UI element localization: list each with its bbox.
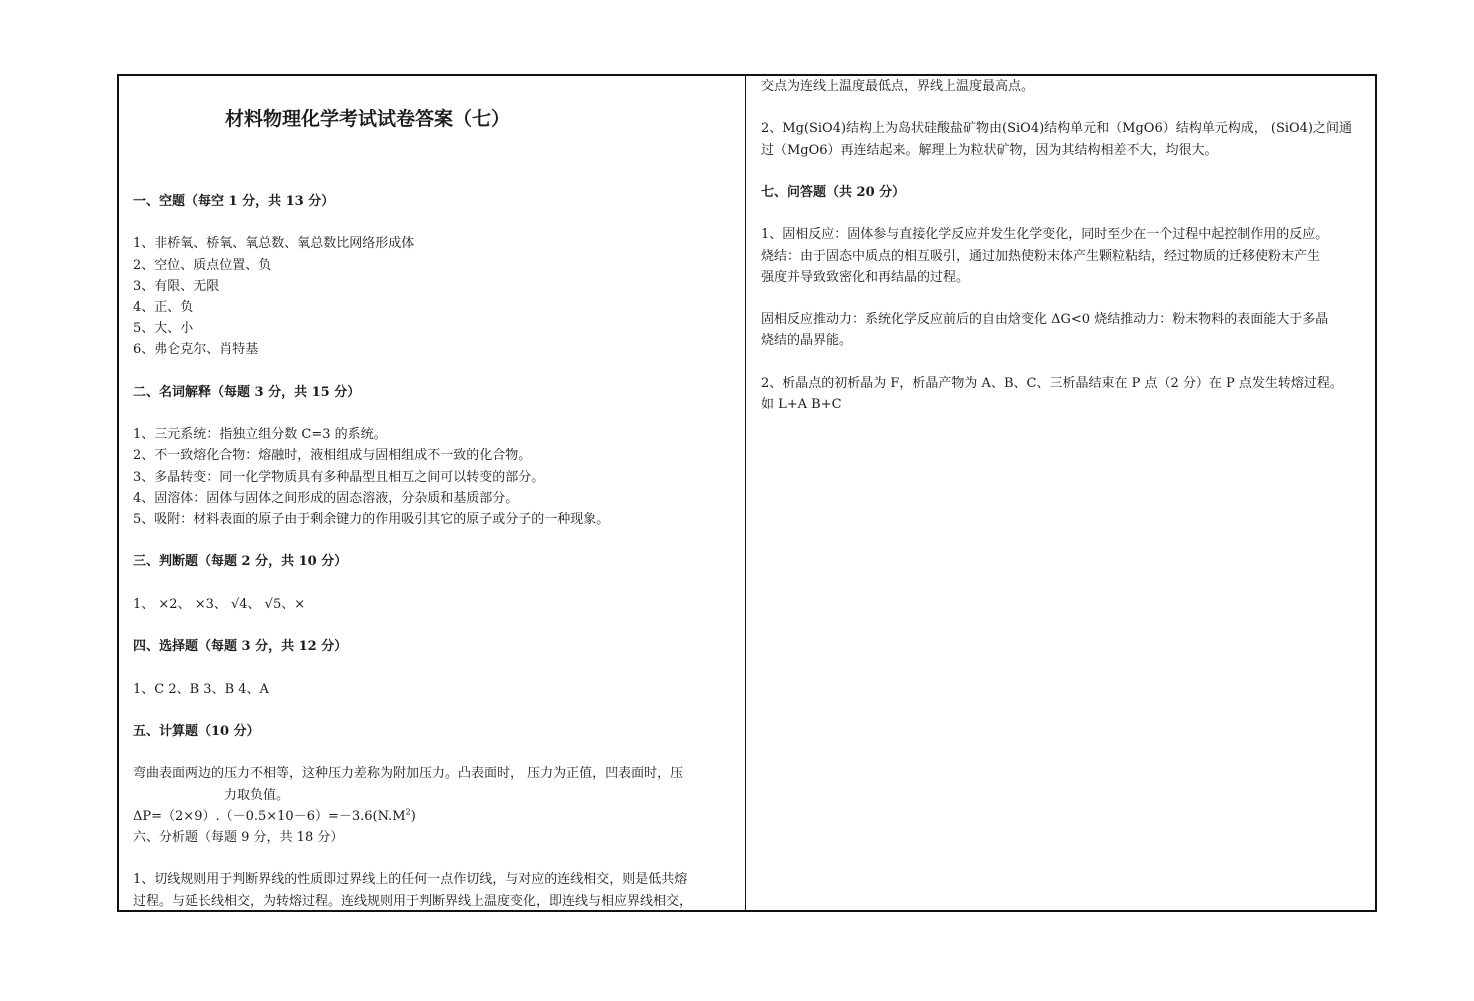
section-1-item: 5、大、小 [133, 321, 194, 337]
section-7-paragraph-line: 烧结：由于固态中质点的相互吸引，通过加热使粉末体产生颗粒粘结，经过物质的迁移使粉末产生 [761, 248, 1321, 264]
section-7-paragraph-line: 强度并导致致密化和再结晶的过程。 [761, 269, 970, 285]
page-title: 材料物理化学考试试卷答案（七） [225, 108, 511, 130]
section-5-heading: 五、计算题（10 分） [133, 723, 260, 739]
section-1-item: 1、非桥氧、桥氧、氧总数、氧总数比网络形成体 [133, 236, 415, 252]
section-6-heading: 六、分析题（每题 9 分，共 18 分） [133, 829, 344, 845]
section-7-paragraph-line: 2、析晶点的初析晶为 F，析晶产物为 A、B、C、三析晶结束在 P 点（2 分）在 P 点发生转熔过程。 [761, 375, 1343, 391]
section-7-paragraph-line: 1、固相反应：固体参与直接化学反应并发生化学变化，同时至少在一个过程中起控制作用的反应。 [761, 227, 1329, 243]
section-7-paragraph-line: 烧结的晶界能。 [761, 333, 853, 349]
section-5-paragraph-line: 力取负值。 [224, 787, 290, 803]
section-4-answer: 1、C 2、B 3、B 4、A [133, 681, 269, 697]
section-2-item: 5、吸附：材料表面的原子由于剩余键力的作用吸引其它的原子或分子的一种现象。 [133, 512, 610, 527]
section-5-paragraph-line: 弯曲表面两边的压力不相等，这种压力差称为附加压力。凸表面时， 压力为正值，凹表面时，压 [133, 766, 684, 782]
section-1-item: 3、有限、无限 [133, 278, 220, 294]
section-1-item: 2、空位、质点位置、负 [133, 257, 272, 273]
section-2-heading: 二、名词解释（每题 3 分，共 15 分） [133, 384, 361, 400]
section-2-item: 4、固溶体：固体与固体之间形成的固态溶液，分杂质和基质部分。 [133, 490, 519, 506]
section-6-paragraph-line: 交点为连线上温度最低点，界线上温度最高点。 [761, 79, 1035, 94]
right-column [761, 76, 1366, 910]
section-3-answer: 1、 ×2、 ×3、 √4、 √5、× [133, 596, 306, 612]
section-2-item: 2、不一致熔化合物：熔融时，液相组成与固相组成不一致的化合物。 [133, 448, 532, 464]
section-7-paragraph-line: 如 L+A B+C [761, 396, 842, 412]
section-3-heading: 三、判断题（每题 2 分，共 10 分） [133, 554, 348, 570]
section-1-heading: 一、空题（每空 1 分，共 13 分） [133, 194, 335, 209]
section-4-heading: 四、选择题（每题 3 分，共 12 分） [133, 639, 348, 655]
column-divider [745, 76, 746, 910]
section-1-item: 6、弗仑克尔、肖特基 [133, 342, 259, 358]
section-1-item: 4、正、负 [133, 300, 194, 315]
section-5-formula [133, 806, 733, 827]
left-column [133, 76, 733, 910]
section-2-item: 3、多晶转变：同一化学物质具有多种晶型且相互之间可以转变的部分。 [133, 469, 545, 485]
formula-superscript: 2 [405, 807, 411, 817]
section-6-paragraph-line: 2、Mg(SiO4)结构上为岛状硅酸盐矿物由(SiO4)结构单元和（MgO6）结构单元构成， (SiO4)之间通 [761, 121, 1353, 137]
formula-end: ) [410, 808, 416, 824]
section-6-paragraph-line: 过程。与延长线相交，为转熔过程。连线规则用于判断界线上温度变化，即连线与相应界线相交， [133, 893, 693, 909]
section-2-item: 1、三元系统：指独立组分数 C=3 的系统。 [133, 427, 387, 443]
formula-main: ΔP=（2×9）.（－0.5×10－6）=－3.6(N.M [133, 808, 406, 824]
section-6-paragraph-line: 1、切线规则用于判断界线的性质即过界线上的任何一点作切线，与对应的连线相交，则是低共熔 [133, 872, 688, 888]
section-7-paragraph-line: 固相反应推动力：系统化学反应前后的自由焓变化 ΔG<0 烧结推动力：粉末物料的表面能大于多晶 [761, 312, 1329, 328]
section-7-heading: 七、问答题（共 20 分） [761, 184, 906, 200]
answer-sheet [117, 74, 1377, 912]
section-6-paragraph-line: 过（MgO6）再连结起来。解理上为粒状矿物，因为其结构相差不大，均很大。 [761, 142, 1218, 158]
